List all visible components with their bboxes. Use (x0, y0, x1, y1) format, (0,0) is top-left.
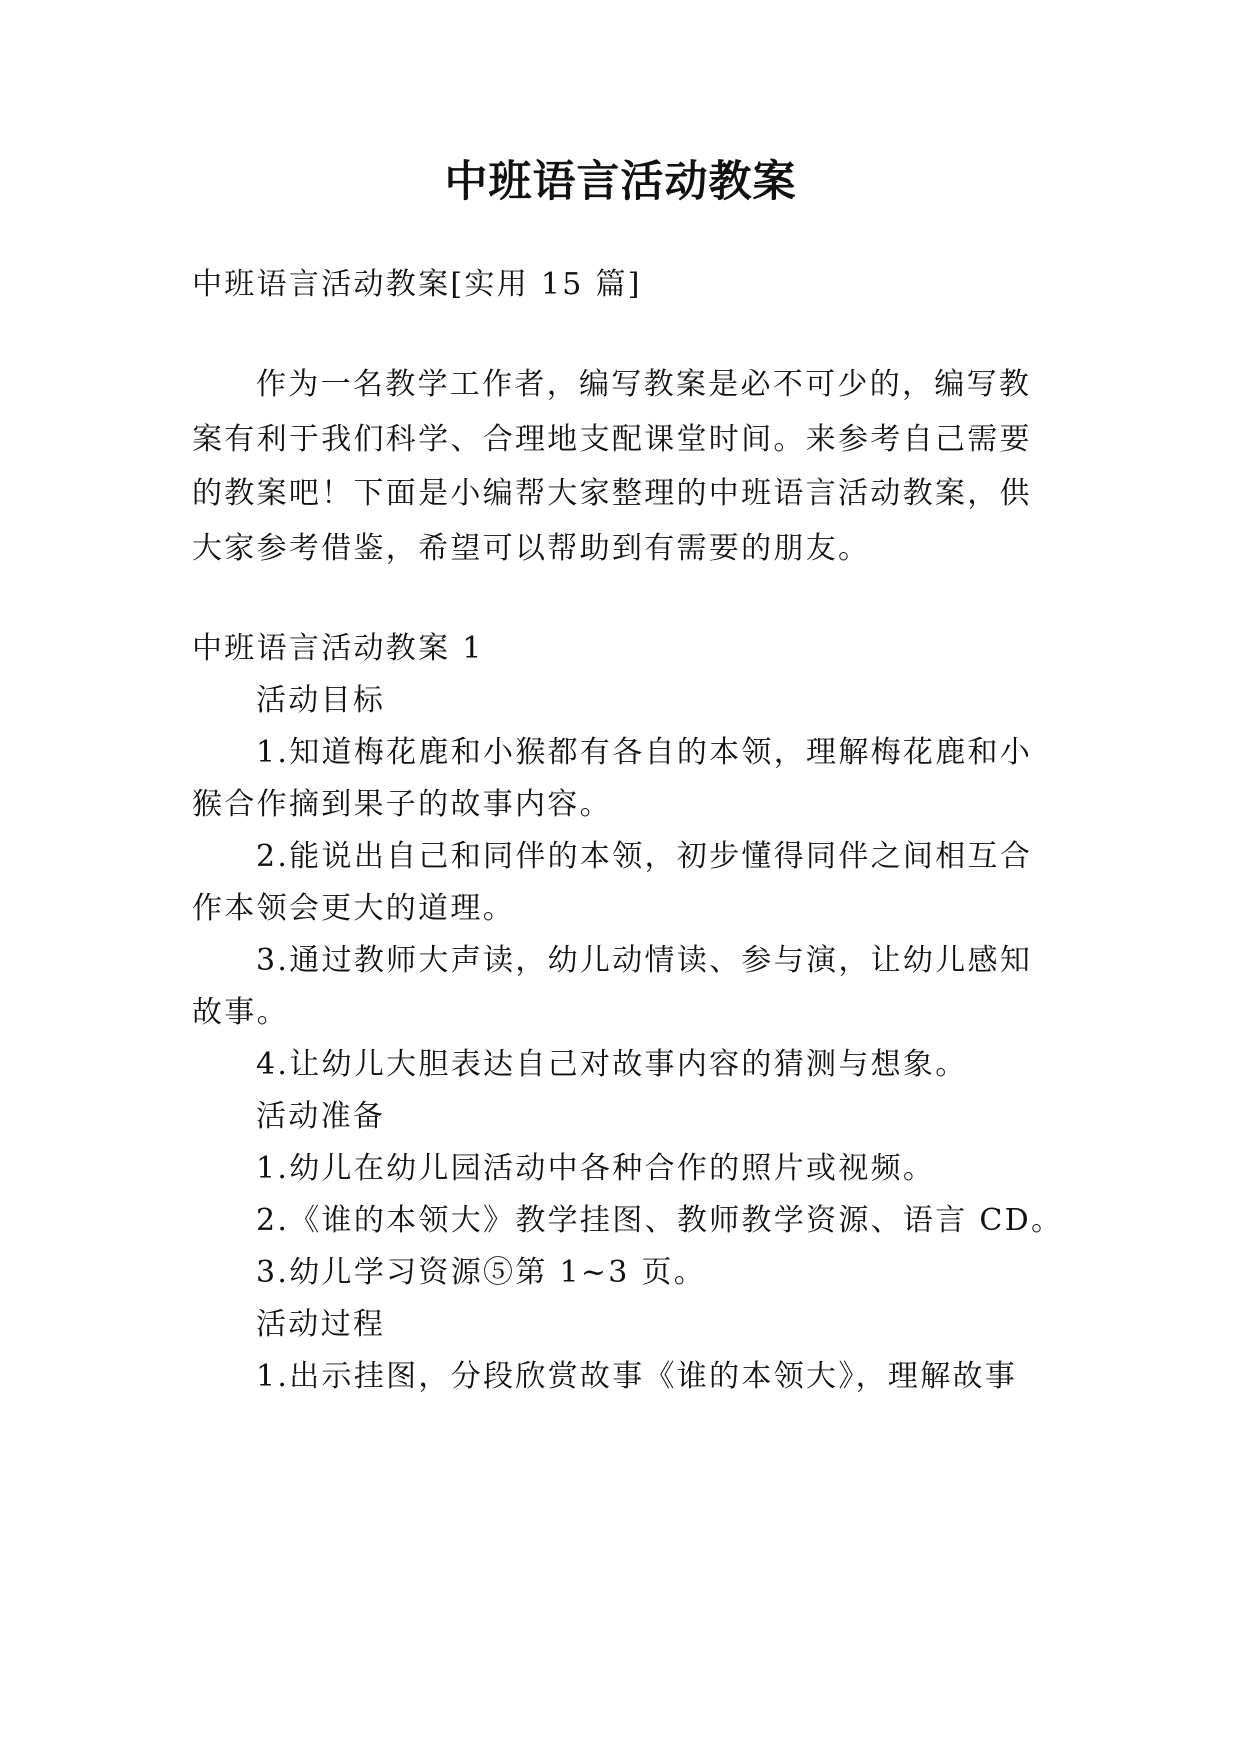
body-line: 3.通过教师大声读，幼儿动情读、参与演，让幼儿感知 (256, 943, 1033, 978)
intro-line: 案有利于我们科学、合理地支配课堂时间。来参考自己需要 (192, 422, 1032, 457)
subsection-heading-preparation: 活动准备 (256, 1099, 386, 1134)
intro-line: 作为一名教学工作者，编写教案是必不可少的，编写教 (256, 367, 1032, 402)
body-line: 1.幼儿在幼儿园活动中各种合作的照片或视频。 (256, 1151, 936, 1186)
body-line: 3.幼儿学习资源⑤第 1~3 页。 (256, 1255, 707, 1290)
body-line: 2.《谁的本领大》教学挂图、教师教学资源、语言 CD。 (256, 1203, 1064, 1238)
body-line: 猴合作摘到果子的故事内容。 (192, 787, 612, 822)
intro-line: 的教案吧！下面是小编帮大家整理的中班语言活动教案，供 (192, 476, 1032, 511)
body-line: 1.出示挂图，分段欣赏故事《谁的本领大》，理解故事 (256, 1359, 1018, 1394)
body-line: 4.让幼儿大胆表达自己对故事内容的猜测与想象。 (256, 1047, 968, 1082)
body-line: 1.知道梅花鹿和小猴都有各自的本领，理解梅花鹿和小 (256, 735, 1033, 770)
section-heading: 中班语言活动教案 1 (192, 631, 484, 666)
subsection-heading-process: 活动过程 (256, 1307, 386, 1342)
body-line: 故事。 (192, 995, 289, 1030)
intro-line: 大家参考借鉴，希望可以帮助到有需要的朋友。 (192, 531, 871, 566)
body-line: 2.能说出自己和同伴的本领，初步懂得同伴之间相互合 (256, 839, 1033, 874)
subsection-heading-goals: 活动目标 (256, 683, 386, 718)
document-title: 中班语言活动教案 (444, 157, 797, 207)
document-subtitle: 中班语言活动教案[实用 15 篇] (192, 267, 642, 302)
body-line: 作本领会更大的道理。 (192, 891, 515, 926)
